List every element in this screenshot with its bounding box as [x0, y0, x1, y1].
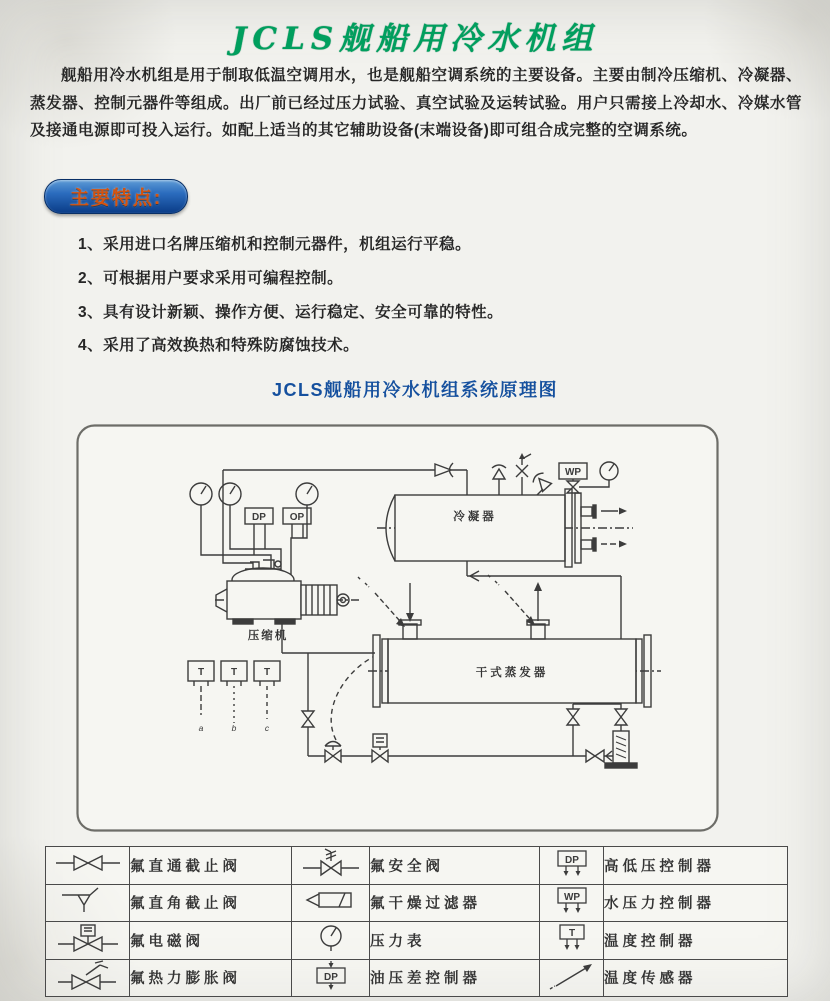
temperature-controller-symbol [540, 922, 604, 960]
legend-label: 氟直通截止阀 [130, 847, 292, 885]
drier-filter-symbol [292, 884, 370, 922]
t-controller-label: T [230, 667, 238, 678]
legend-table [45, 846, 788, 997]
features-banner [44, 179, 188, 214]
wp-label: WP [564, 467, 582, 478]
water-pressure-controller-symbol [540, 884, 604, 922]
op-label: OP [289, 512, 305, 523]
oil-pressure-diff-controller-symbol [292, 959, 370, 997]
system-schematic-panel [75, 423, 720, 833]
legend-letter: T [568, 927, 576, 939]
legend-label: 油压差控制器 [370, 959, 540, 997]
evaporator-label: 干式蒸发器 [475, 667, 549, 679]
legend-row [46, 922, 788, 960]
legend-label: 氟直角截止阀 [130, 884, 292, 922]
legend-label: 压力表 [370, 922, 540, 960]
legend-row [46, 959, 788, 997]
t-controller-label: T [197, 667, 205, 678]
legend-label: 氟干燥过滤器 [370, 884, 540, 922]
features-heading: 主要特点: [69, 188, 163, 209]
probe-b-label: b [231, 723, 237, 733]
straight-stop-valve-symbol [46, 847, 130, 885]
legend-letter: WP [563, 892, 581, 904]
legend-row [46, 884, 788, 922]
compressor-label: 压缩机 [247, 630, 289, 642]
solenoid-valve-symbol [46, 922, 130, 960]
legend-label: 温度传感器 [604, 959, 788, 997]
legend-label: 氟热力膨胀阀 [130, 959, 292, 997]
probe-a-label: a [198, 723, 204, 733]
dp-label: DP [252, 512, 266, 523]
features-list [78, 228, 718, 363]
legend-label: 氟电磁阀 [130, 922, 292, 960]
legend-label: 温度控制器 [604, 922, 788, 960]
diagram-title: JCLS舰船用冷水机组系统原理图 [271, 380, 558, 400]
feature-item: 1、采用进口名牌压缩机和控制元器件，机组运行平稳。 [78, 236, 472, 253]
legend-letter: DP [565, 854, 579, 866]
system-schematic [75, 423, 720, 833]
thermal-expansion-valve-symbol [46, 959, 130, 997]
legend-letter: DP [323, 972, 338, 984]
feature-item: 3、具有设计新颖、操作方便、运行稳定、安全可靠的特性。 [78, 303, 504, 321]
t-controller-label: T [263, 667, 271, 678]
angle-stop-valve-symbol [46, 884, 130, 922]
page-title: JCLS舰船用冷水机组 [231, 21, 599, 57]
legend-label: 高低压控制器 [604, 847, 788, 885]
condenser-label: 冷凝器 [453, 511, 497, 523]
hi-lo-pressure-controller-symbol [540, 847, 604, 885]
feature-item: 4、采用了高效换热和特殊防腐蚀技术。 [78, 337, 360, 355]
temperature-sensor-symbol [540, 959, 604, 997]
feature-item: 2、可根据用户要求采用可编程控制。 [78, 269, 344, 287]
safety-valve-symbol [292, 847, 370, 885]
legend-row [46, 847, 788, 885]
pressure-gauge-symbol [292, 922, 370, 960]
legend-label: 水压力控制器 [604, 884, 788, 922]
intro-paragraph: 舰船用冷水机组是用于制取低温空调用水，也是舰船空调系统的主要设备。主要由制冷压缩机、冷凝器、蒸发器、控制元器件等组成。出厂前已经过压力试验、真空试验及运转试验。用户只需接上冷却水、冷媒水管及接通电源即可投入运行。如配上适当的其它辅助设备(末端设备)即可组合成完整的空调系统。 [30, 67, 802, 140]
legend-label: 氟安全阀 [370, 847, 540, 885]
probe-c-label: c [264, 723, 270, 733]
